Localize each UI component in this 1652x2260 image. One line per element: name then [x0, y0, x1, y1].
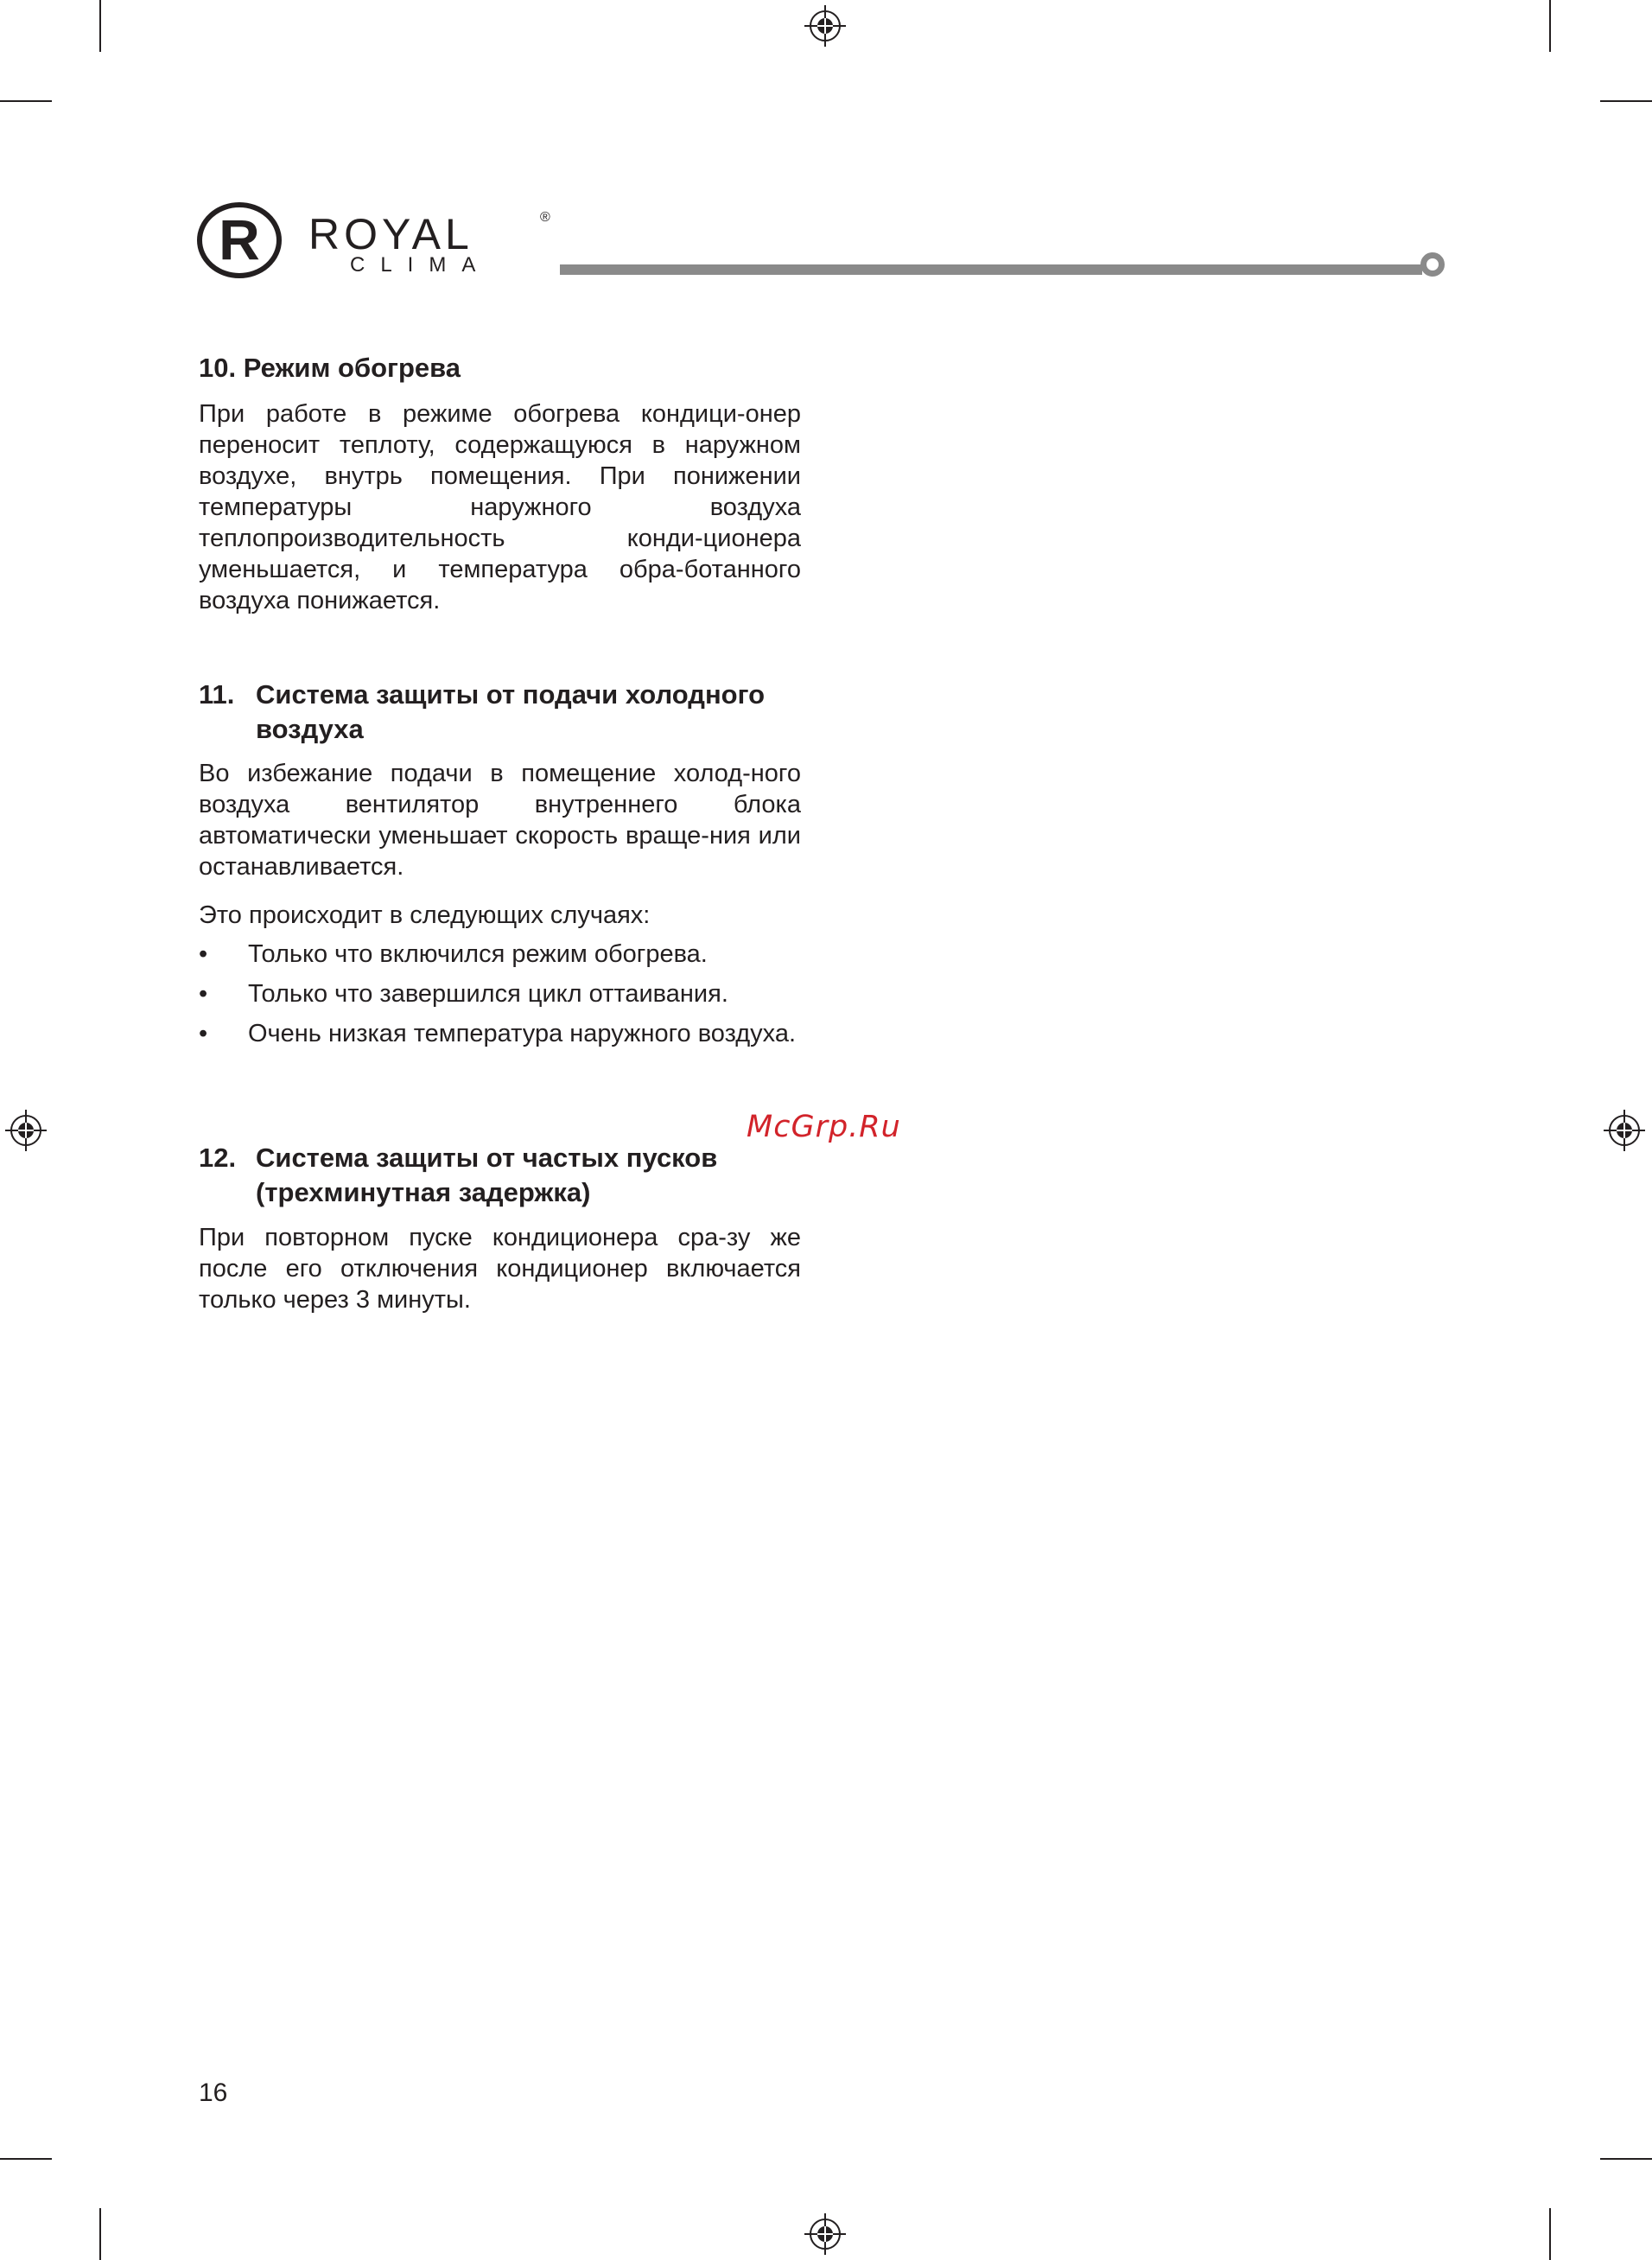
logo-sub: CLIMA	[350, 253, 492, 277]
list-intro: Это происходит в следующих случаях:	[199, 901, 651, 929]
bullet-icon: •	[199, 980, 208, 1008]
registration-mark-icon	[1604, 1110, 1645, 1151]
section-title: Система защиты от частых пусков (трехминутная задержка)	[256, 1143, 718, 1207]
section-paragraph: Во избежание подачи в помещение холод-ного воздуха вентилятор внутреннего блока автоматически уменьшает скорость враще-ния или останавливается.	[199, 760, 801, 881]
bullet-icon: •	[199, 940, 208, 968]
crop-mark	[1600, 2158, 1652, 2160]
section-title: Система защиты от подачи холодного воздуха	[256, 679, 766, 744]
crop-mark	[99, 0, 101, 52]
page-number: 16	[199, 2079, 228, 2107]
logo-mark: R	[219, 207, 260, 271]
section-paragraph: При повторном пуске кондиционера сра-зу же после его отключения кондиционер включается только через 3 минуты.	[199, 1224, 801, 1314]
crop-mark	[1600, 100, 1652, 102]
crop-mark	[99, 2208, 101, 2260]
crop-mark	[1549, 0, 1551, 52]
bullet-icon: •	[199, 1020, 208, 1047]
crop-mark	[1549, 2208, 1551, 2260]
crop-mark	[0, 100, 52, 102]
logo-name: ROYAL	[308, 210, 473, 258]
section-heading	[199, 1141, 855, 1210]
registration-mark-icon	[804, 5, 846, 47]
registration-mark-icon	[5, 1110, 47, 1151]
registration-mark-icon	[804, 2213, 846, 2255]
section-number: 11.	[199, 679, 235, 710]
registered-mark: ®	[540, 210, 550, 225]
watermark: McGrp.Ru	[747, 1110, 901, 1144]
crop-mark	[0, 2158, 52, 2160]
header-rule-end-circle	[1420, 252, 1445, 277]
header-rule	[560, 264, 1422, 275]
section-heading	[199, 351, 855, 385]
section-title: 10. Режим обогрева	[199, 353, 461, 383]
list-item: • Очень низкая температура наружного воздуха.	[199, 1020, 797, 1047]
section-paragraph: При работе в режиме обогрева кондици-онер переносит теплоту, содержащуюся в наружном воздухе, внутрь помещения. При понижении температуры наружного воздуха теплопроизводительность конди-ционера уменьшается, и температура обра-ботанного воздуха понижается.	[199, 400, 801, 614]
section-number: 12.	[199, 1143, 237, 1173]
royal-clima-logo	[197, 201, 560, 280]
section-heading	[199, 678, 855, 747]
